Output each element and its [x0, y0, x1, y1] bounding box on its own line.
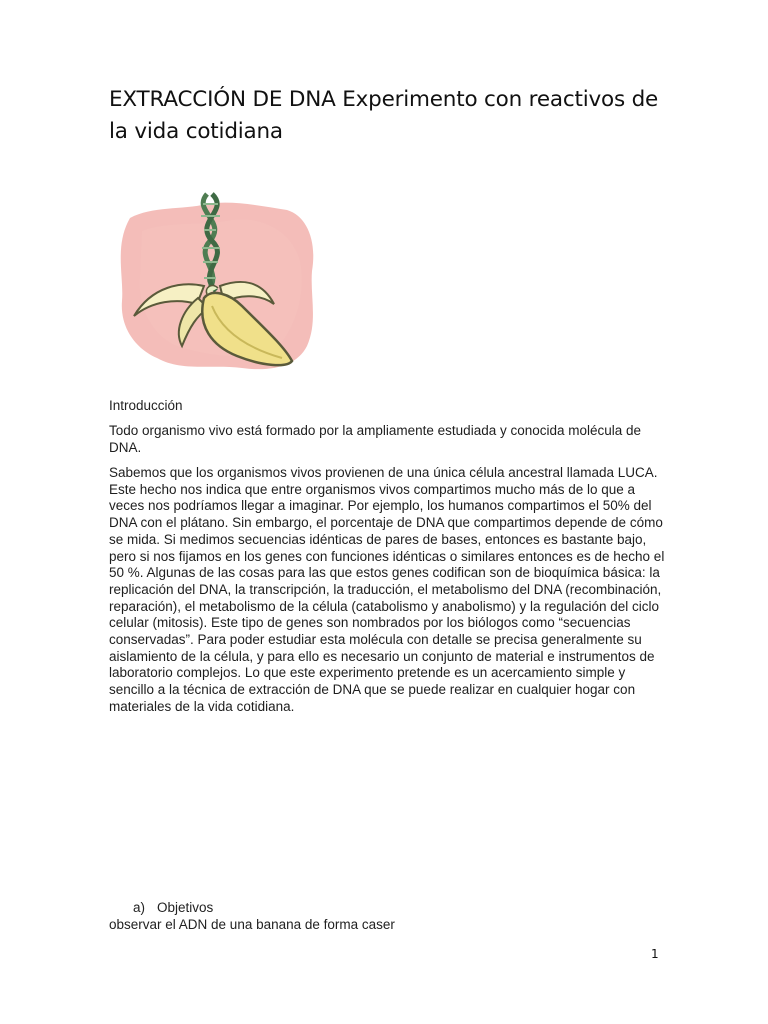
paragraph-1: Todo organismo vivo está formado por la ampliamente estudiada y conocida molécula de DNA.	[109, 423, 642, 455]
objective-text: observar el ADN de una banana de forma caser	[109, 917, 395, 932]
banana-dna-illustration	[112, 186, 322, 380]
paragraph-2: Sabemos que los organismos vivos provienen de una única célula ancestral llamada LUCA. Este hecho nos indica que entre organismos vivos compartimos mucho más de lo que a veces nos podríamos llegar a imaginar. Por ejemplo, los humanos compartimos el 50% del DNA con el plátano. Sin embargo, el porcentaje de DNA que compartimos depende de cómo se mida. Si medimos secuencias idénticas de pares de bases, entonces es bastante bajo, pero si nos fijamos en los genes con funciones idénticas o similares entonces es de hecho el 50 %. Algunas de las cosas para las que estos genes codifican son de bioquímica básica: la replicación del DNA, la transcripción, la traducción, el metabolismo del DNA (recombinación, reparación), el metabolismo de la célula (catabolismo y anabolismo) y la regulación del ciclo celular (mitosis). Este tipo de genes son nombrados por los biólogos como “secuencias conservadas”. Para poder estudiar esta molécula con detalle se precisa generalmente su aislamiento de la célula, y para ello es necesario un conjunto de material e instrumentos de laboratorio complejos. Lo que este experimento pretende es un acercamiento simple y sencillo a la técnica de extracción de DNA que se puede realizar en cualquier hogar con materiales de la vida cotidiana.	[109, 465, 665, 714]
document-title: EXTRACCIÓN DE DNA Experimento con reactivos de la vida cotidiana	[109, 87, 659, 144]
list-item-objetivos	[133, 899, 213, 916]
list-marker: a)	[133, 900, 146, 915]
intro-heading: Introducción	[109, 398, 183, 413]
page-number: 1	[651, 947, 659, 961]
list-item-label: Objetivos	[157, 900, 214, 915]
